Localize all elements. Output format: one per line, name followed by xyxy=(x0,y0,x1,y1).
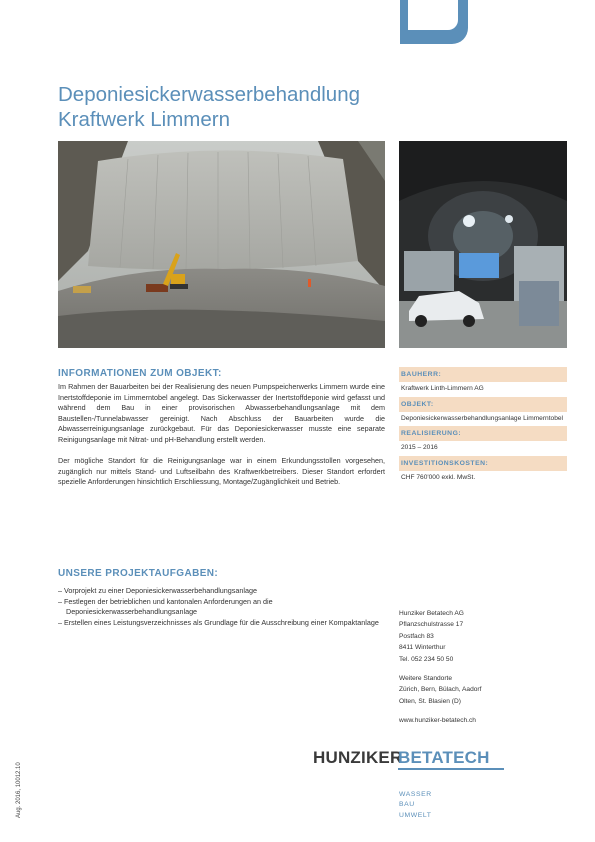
other-locations-line1: Zürich, Bern, Bülach, Aadorf xyxy=(399,686,482,694)
task-item: – Erstellen eines Leistungsverzeichnisses als Grundlage für die Ausschreibung einer Kompaktanlage xyxy=(58,617,379,627)
company-logo xyxy=(313,746,513,772)
info-body xyxy=(58,382,385,499)
realisierung-value: 2015 – 2016 xyxy=(401,444,438,452)
street-address: Pflanzschulstrasse 17 xyxy=(399,621,464,629)
investition-label: INVESTITIONSKOSTEN: xyxy=(399,456,567,471)
task-item: – Vorprojekt zu einer Deponiesickerwasserbehandlungsanlage xyxy=(58,586,257,595)
tagline xyxy=(399,790,432,821)
contact-block xyxy=(399,608,567,727)
objekt-label: OBJEKT: xyxy=(399,397,567,412)
corner-brand-mark xyxy=(400,0,468,44)
logo-part-betatech: BETATECH xyxy=(398,748,490,767)
info-heading: INFORMATIONEN ZUM OBJEKT: xyxy=(58,368,222,379)
tagline-line2: BAU xyxy=(399,801,415,809)
realisierung-label: REALISIERUNG: xyxy=(399,426,567,441)
tasks-list xyxy=(58,586,385,628)
dam-construction-photo xyxy=(58,141,385,348)
logo-part-hunziker: HUNZIKER xyxy=(313,748,403,767)
other-locations-line2: Olten, St. Blasien (D) xyxy=(399,697,461,705)
logo-underline xyxy=(398,768,504,770)
tunnel-cavern-photo xyxy=(399,141,567,348)
bauherr-label: BAUHERR: xyxy=(399,367,567,382)
page-title xyxy=(58,82,438,132)
page-title-line2: Kraftwerk Limmern xyxy=(58,108,231,131)
info-paragraph-1: Im Rahmen der Bauarbeiten bei der Realisierung des neuen Pumpspeicherwerks Limmern wurde eine Inertstoffdeponie im Limmerntobel angelegt. Das Sickerwasser der Inertstoffdeponie wird gefasst und während dem Bau in einer provisorischen Abwasserbehandlungsanlage mit dem Baustellen-/Tunnelabwasser gereinigt. Nach Abschluss der Bauarbeiten wurde die Abwasserreinigungsanlage zurückgebaut. Für das Deponiesickerwasser musste eine separate Reinigungsanlage mit Nitrat- und pH-Behandlung erstellt werden. xyxy=(58,382,385,444)
tasks-heading: UNSERE PROJEKTAUFGABEN: xyxy=(58,568,219,579)
objekt-value: Deponiesickerwasserbehandlungsanlage Limmerntobel xyxy=(401,414,564,422)
city: 8411 Winterthur xyxy=(399,644,446,652)
page-title-line1: Deponiesickerwasserbehandlung xyxy=(58,83,360,106)
project-info-column xyxy=(399,367,567,485)
investition-value: CHF 760'000 exkl. MwSt. xyxy=(401,473,476,481)
document-date-code: Aug. 2016, 10012.10 xyxy=(16,762,22,818)
task-item: – Festlegen der betrieblichen und kantonalen Anforderungen an die Deponiesickerwasserbehandlungsanlage xyxy=(58,596,273,617)
postbox: Postfach 83 xyxy=(399,632,434,640)
tagline-line3: UMWELT xyxy=(399,811,432,819)
phone: Tel. 052 234 50 50 xyxy=(399,655,454,663)
info-paragraph-2: Der mögliche Standort für die Reinigungsanlage war in einem Erkundungsstollen vorgesehen, zugänglich nur mittels Stand- und Luftseilbahn des Kraftwerkbetreibers. Dieser Standort erfordert spezielle Anforderungen hinsichtlich Erschliessung, Montage/Zugänglichkeit und Betrieb. xyxy=(58,456,385,487)
other-locations-heading: Weitere Standorte xyxy=(399,675,453,683)
company-name: Hunziker Betatech AG xyxy=(399,610,464,617)
bauherr-value: Kraftwerk Linth-Limmern AG xyxy=(401,385,484,392)
tagline-line1: WASSER xyxy=(399,791,432,798)
website-link[interactable]: www.hunziker-betatech.ch xyxy=(399,717,476,725)
